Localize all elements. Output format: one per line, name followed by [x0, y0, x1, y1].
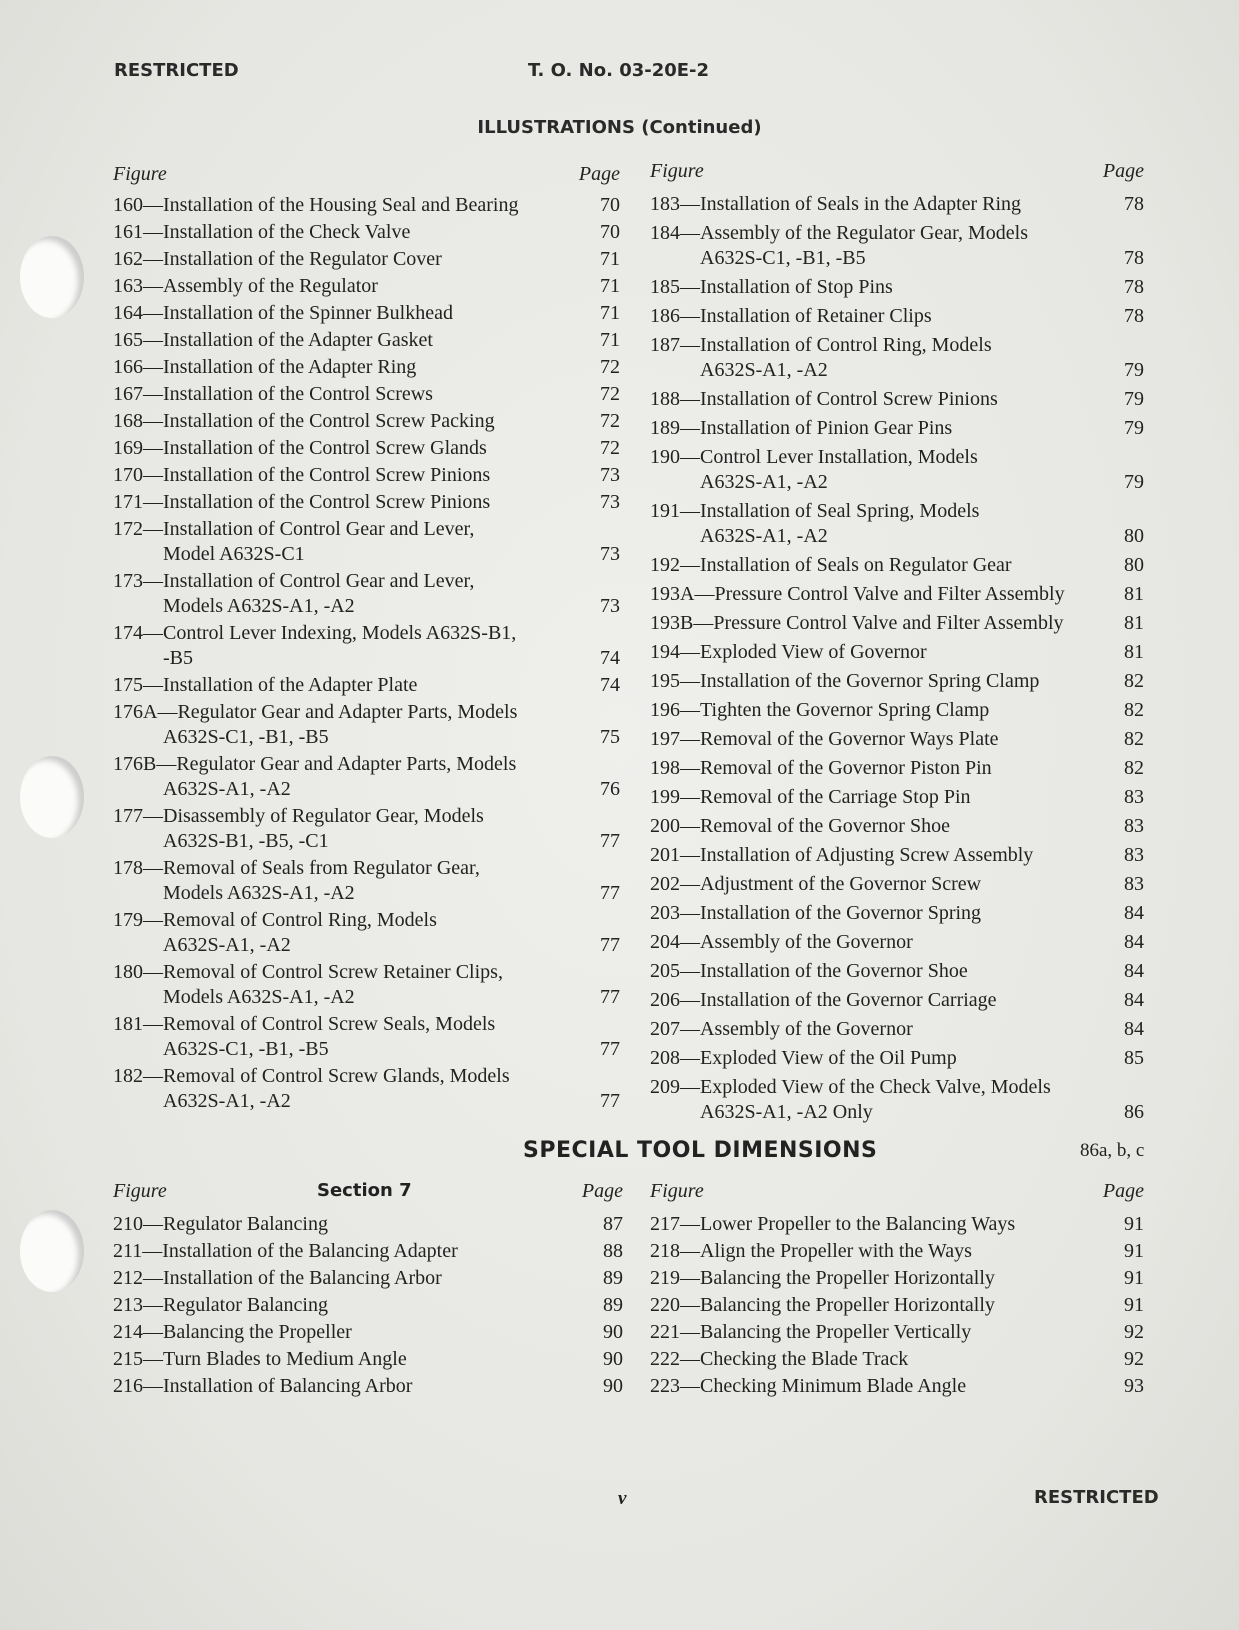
list-item — [113, 804, 620, 854]
page-number: 90 — [603, 1375, 623, 1397]
page-number: 78 — [1124, 247, 1144, 269]
page-column-label: Page — [1102, 160, 1144, 182]
page-number: 79 — [1124, 471, 1144, 493]
figure-title: 194—Exploded View of Governor — [650, 641, 927, 663]
list-item — [113, 752, 620, 802]
header-document-number: T. O. No. 03-20E-2 — [528, 60, 710, 81]
page-number: 86 — [1124, 1101, 1144, 1123]
list-item — [113, 409, 620, 434]
page-number: 77 — [600, 882, 620, 904]
figure-title-continuation: A632S-C1, -B1, -B5 — [700, 247, 866, 269]
page-number: 82 — [1124, 757, 1144, 779]
figure-title: 175—Installation of the Adapter Plate — [113, 674, 418, 696]
figure-column-label: Figure — [650, 160, 704, 182]
page-number: 85 — [1124, 1047, 1144, 1069]
page-number: 84 — [1124, 989, 1144, 1011]
figure-title: 186—Installation of Retainer Clips — [650, 305, 932, 327]
figure-title: 164—Installation of the Spinner Bulkhead — [113, 302, 453, 324]
page-number: 72 — [600, 410, 620, 432]
page-number: 92 — [1124, 1321, 1144, 1343]
list-item — [650, 611, 1144, 636]
figure-title: 179—Removal of Control Ring, Models — [113, 909, 437, 931]
list-item — [650, 333, 1144, 383]
figure-title: 211—Installation of the Balancing Adapter — [113, 1240, 458, 1262]
figure-title: 168—Installation of the Control Screw Packing — [113, 410, 495, 432]
list-item — [650, 192, 1144, 217]
list-item — [113, 220, 620, 245]
figure-title: 174—Control Lever Indexing, Models A632S-B1, — [113, 622, 517, 644]
list-item — [650, 1239, 1144, 1264]
list-item — [650, 387, 1144, 412]
list-item — [650, 1320, 1144, 1345]
list-item — [113, 517, 620, 567]
figure-column-label: Figure — [113, 1180, 167, 1202]
figure-title: 190—Control Lever Installation, Models — [650, 446, 978, 468]
figure-title: 193A—Pressure Control Valve and Filter Assembly — [650, 583, 1065, 605]
figure-title-continuation: A632S-A1, -A2 — [700, 525, 828, 547]
special-tools-right-column — [650, 1180, 1144, 1401]
page-number: 72 — [600, 437, 620, 459]
list-item — [650, 756, 1144, 781]
page-number: 84 — [1124, 931, 1144, 953]
list-item — [113, 247, 620, 272]
figure-title: 214—Balancing the Propeller — [113, 1321, 352, 1343]
page-number: 71 — [600, 329, 620, 351]
figure-title-continuation: A632S-A1, -A2 — [700, 359, 828, 381]
figure-title: 208—Exploded View of the Oil Pump — [650, 1047, 957, 1069]
list-item — [650, 698, 1144, 723]
special-tools-left-column — [113, 1180, 623, 1401]
page-number: 80 — [1124, 554, 1144, 576]
figure-title: 185—Installation of Stop Pins — [650, 276, 893, 298]
figure-title: 180—Removal of Control Screw Retainer Clips, — [113, 961, 503, 983]
figure-title: 199—Removal of the Carriage Stop Pin — [650, 786, 971, 808]
page-number: 91 — [1124, 1240, 1144, 1262]
page-number: 79 — [1124, 417, 1144, 439]
list-item — [113, 1374, 623, 1399]
list-item — [113, 355, 620, 380]
list-item — [113, 1212, 623, 1237]
page-number: 71 — [600, 248, 620, 270]
figure-title: 183—Installation of Seals in the Adapter Ring — [650, 193, 1022, 215]
page-number: 74 — [600, 674, 620, 696]
list-item — [650, 727, 1144, 752]
list-item — [113, 1347, 623, 1372]
list-item — [113, 908, 620, 958]
page-number: 91 — [1124, 1267, 1144, 1289]
figure-title: 207—Assembly of the Governor — [650, 1018, 913, 1040]
page-number: 73 — [600, 543, 620, 565]
page-number: 90 — [603, 1348, 623, 1370]
page-number: 77 — [600, 1038, 620, 1060]
list-item — [650, 499, 1144, 549]
page-number: 84 — [1124, 960, 1144, 982]
list-item — [113, 274, 620, 299]
list-item — [650, 304, 1144, 329]
list-item — [650, 872, 1144, 897]
list-item — [650, 416, 1144, 441]
list-item — [113, 490, 620, 515]
figure-title: 162—Installation of the Regulator Cover — [113, 248, 442, 270]
illustrations-left-column — [113, 163, 620, 1116]
figure-title: 166—Installation of the Adapter Ring — [113, 356, 417, 378]
page-number: 82 — [1124, 728, 1144, 750]
punch-hole — [20, 1210, 84, 1292]
figure-title: 201—Installation of Adjusting Screw Assembly — [650, 844, 1034, 866]
figure-title: 189—Installation of Pinion Gear Pins — [650, 417, 953, 439]
figure-title: 167—Installation of the Control Screws — [113, 383, 433, 405]
section-title-illustrations: ILLUSTRATIONS (Continued) — [477, 117, 762, 138]
list-item — [113, 1064, 620, 1114]
figure-title: 192—Installation of Seals on Regulator Gear — [650, 554, 1012, 576]
figure-title: 171—Installation of the Control Screw Pinions — [113, 491, 491, 513]
list-item — [113, 463, 620, 488]
page-number: 75 — [600, 726, 620, 748]
figure-title: 178—Removal of Seals from Regulator Gear, — [113, 857, 480, 879]
page-number: 81 — [1124, 641, 1144, 663]
figure-title: 196—Tighten the Governor Spring Clamp — [650, 699, 990, 721]
page-number: 88 — [603, 1240, 623, 1262]
figure-title: 202—Adjustment of the Governor Screw — [650, 873, 982, 895]
figure-title: 204—Assembly of the Governor — [650, 931, 913, 953]
page-number: 87 — [603, 1213, 623, 1235]
figure-title: 218—Align the Propeller with the Ways — [650, 1240, 972, 1262]
page-number: 77 — [600, 830, 620, 852]
figure-title: 221—Balancing the Propeller Vertically — [650, 1321, 972, 1343]
figure-title: 172—Installation of Control Gear and Lever, — [113, 518, 475, 540]
figure-title-continuation: A632S-A1, -A2 — [700, 471, 828, 493]
figure-title: 195—Installation of the Governor Spring Clamp — [650, 670, 1040, 692]
figure-title: 220—Balancing the Propeller Horizontally — [650, 1294, 995, 1316]
list-item — [113, 1293, 623, 1318]
figure-title: 181—Removal of Control Screw Seals, Models — [113, 1013, 496, 1035]
figure-title: 165—Installation of the Adapter Gasket — [113, 329, 433, 351]
list-item — [650, 275, 1144, 300]
page-number: 83 — [1124, 786, 1144, 808]
list-item — [650, 930, 1144, 955]
figure-title: 173—Installation of Control Gear and Lever, — [113, 570, 475, 592]
figure-title: 198—Removal of the Governor Piston Pin — [650, 757, 992, 779]
page-number: 82 — [1124, 670, 1144, 692]
page-number: 83 — [1124, 815, 1144, 837]
figure-title: 182—Removal of Control Screw Glands, Models — [113, 1065, 510, 1087]
figure-title: 176B—Regulator Gear and Adapter Parts, Models — [113, 753, 517, 775]
figure-title: 216—Installation of Balancing Arbor — [113, 1375, 413, 1397]
column-header — [650, 1180, 1144, 1206]
page-column-label: Page — [578, 163, 620, 185]
page-number: 93 — [1124, 1375, 1144, 1397]
page-number: 73 — [600, 491, 620, 513]
page-number: 72 — [600, 383, 620, 405]
list-item — [113, 569, 620, 619]
page-number: 92 — [1124, 1348, 1144, 1370]
page-number: 73 — [600, 464, 620, 486]
list-item — [650, 1075, 1144, 1125]
page-number: 81 — [1124, 612, 1144, 634]
figure-title-continuation: Models A632S-A1, -A2 — [163, 986, 355, 1008]
figure-title: 191—Installation of Seal Spring, Models — [650, 500, 980, 522]
page-number: 84 — [1124, 902, 1144, 924]
page-number: 91 — [1124, 1294, 1144, 1316]
figure-title: 193B—Pressure Control Valve and Filter Assembly — [650, 612, 1064, 634]
page-number: 90 — [603, 1321, 623, 1343]
list-item — [113, 328, 620, 353]
list-item — [113, 1266, 623, 1291]
figure-title: 163—Assembly of the Regulator — [113, 275, 378, 297]
page-column-label: Page — [581, 1180, 623, 1202]
figure-column-label: Figure — [113, 163, 167, 185]
page-number: 84 — [1124, 1018, 1144, 1040]
list-item — [650, 445, 1144, 495]
figure-title-continuation: Models A632S-A1, -A2 — [163, 595, 355, 617]
page-number: 83 — [1124, 873, 1144, 895]
list-item — [650, 640, 1144, 665]
list-item — [650, 582, 1144, 607]
figure-title-continuation: A632S-B1, -B5, -C1 — [163, 830, 329, 852]
page-folio: v — [618, 1488, 627, 1509]
page-number: 78 — [1124, 193, 1144, 215]
list-item — [113, 382, 620, 407]
list-item — [113, 1320, 623, 1345]
page-number: 89 — [603, 1267, 623, 1289]
figure-title: 200—Removal of the Governor Shoe — [650, 815, 950, 837]
illustrations-right-column — [650, 160, 1144, 1129]
column-header — [113, 1180, 623, 1206]
page-number: 74 — [600, 647, 620, 669]
figure-column-label: Figure — [650, 1180, 704, 1202]
figure-title-continuation: -B5 — [163, 647, 193, 669]
page-number: 78 — [1124, 305, 1144, 327]
figure-title: 197—Removal of the Governor Ways Plate — [650, 728, 999, 750]
list-item — [650, 1266, 1144, 1291]
list-item — [650, 1017, 1144, 1042]
list-item — [650, 1046, 1144, 1071]
list-item — [113, 960, 620, 1010]
special-tools-page-ref: 86a, b, c — [1080, 1140, 1145, 1161]
list-item — [650, 221, 1144, 271]
list-item — [650, 959, 1144, 984]
page-number: 72 — [600, 356, 620, 378]
list-item — [650, 785, 1144, 810]
figure-title: 203—Installation of the Governor Spring — [650, 902, 982, 924]
list-item — [650, 1374, 1144, 1399]
footer-classification: RESTRICTED — [1034, 1487, 1159, 1508]
figure-title-continuation: Model A632S-C1 — [163, 543, 305, 565]
list-item — [650, 1212, 1144, 1237]
list-item — [113, 193, 620, 218]
page-number: 70 — [600, 194, 620, 216]
page-number: 79 — [1124, 359, 1144, 381]
list-item — [113, 436, 620, 461]
figure-title: 210—Regulator Balancing — [113, 1213, 328, 1235]
figure-title: 217—Lower Propeller to the Balancing Ways — [650, 1213, 1016, 1235]
list-item — [650, 1347, 1144, 1372]
page-number: 71 — [600, 275, 620, 297]
page-column-label: Page — [1102, 1180, 1144, 1202]
figure-title: 170—Installation of the Control Screw Pinions — [113, 464, 491, 486]
figure-title: 213—Regulator Balancing — [113, 1294, 328, 1316]
page-number: 77 — [600, 1090, 620, 1112]
list-item — [113, 301, 620, 326]
list-item — [650, 814, 1144, 839]
page-number: 77 — [600, 986, 620, 1008]
header-classification: RESTRICTED — [114, 60, 239, 81]
figure-title: 206—Installation of the Governor Carriage — [650, 989, 997, 1011]
section-label: Section 7 — [317, 1180, 412, 1201]
figure-title: 209—Exploded View of the Check Valve, Models — [650, 1076, 1051, 1098]
page-number: 73 — [600, 595, 620, 617]
figure-title: 219—Balancing the Propeller Horizontally — [650, 1267, 995, 1289]
page-number: 79 — [1124, 388, 1144, 410]
figure-title: 215—Turn Blades to Medium Angle — [113, 1348, 407, 1370]
page-number: 91 — [1124, 1213, 1144, 1235]
list-item — [650, 553, 1144, 578]
list-item — [113, 1239, 623, 1264]
list-item — [650, 901, 1144, 926]
page-number: 70 — [600, 221, 620, 243]
punch-hole — [20, 756, 84, 838]
page-number: 81 — [1124, 583, 1144, 605]
figure-title-continuation: A632S-C1, -B1, -B5 — [163, 1038, 329, 1060]
figure-title-continuation: A632S-A1, -A2 — [163, 934, 291, 956]
page-number: 76 — [600, 778, 620, 800]
figure-title: 160—Installation of the Housing Seal and Bearing — [113, 194, 519, 216]
list-item — [113, 856, 620, 906]
page-number: 89 — [603, 1294, 623, 1316]
figure-title-continuation: A632S-A1, -A2 — [163, 1090, 291, 1112]
page-number: 71 — [600, 302, 620, 324]
list-item — [650, 843, 1144, 868]
list-item — [113, 621, 620, 671]
list-item — [113, 700, 620, 750]
page-number: 77 — [600, 934, 620, 956]
figure-title: 169—Installation of the Control Screw Glands — [113, 437, 487, 459]
figure-title: 161—Installation of the Check Valve — [113, 221, 411, 243]
figure-title-continuation: A632S-A1, -A2 — [163, 778, 291, 800]
figure-title-continuation: Models A632S-A1, -A2 — [163, 882, 355, 904]
figure-title-continuation: A632S-C1, -B1, -B5 — [163, 726, 329, 748]
list-item — [113, 1012, 620, 1062]
figure-title: 188—Installation of Control Screw Pinions — [650, 388, 998, 410]
list-item — [650, 669, 1144, 694]
page-number: 78 — [1124, 276, 1144, 298]
column-header — [113, 163, 620, 189]
column-header — [650, 160, 1144, 186]
page-number: 80 — [1124, 525, 1144, 547]
list-item — [650, 1293, 1144, 1318]
page-number: 83 — [1124, 844, 1144, 866]
figure-title: 176A—Regulator Gear and Adapter Parts, Models — [113, 701, 518, 723]
list-item — [650, 988, 1144, 1013]
figure-title: 212—Installation of the Balancing Arbor — [113, 1267, 442, 1289]
figure-title: 205—Installation of the Governor Shoe — [650, 960, 968, 982]
punch-hole — [20, 236, 84, 318]
figure-title: 184—Assembly of the Regulator Gear, Models — [650, 222, 1029, 244]
figure-title: 222—Checking the Blade Track — [650, 1348, 909, 1370]
figure-title: 177—Disassembly of Regulator Gear, Models — [113, 805, 484, 827]
list-item — [113, 673, 620, 698]
figure-title: 223—Checking Minimum Blade Angle — [650, 1375, 967, 1397]
figure-title: 187—Installation of Control Ring, Models — [650, 334, 992, 356]
section-title-special-tool-dimensions: SPECIAL TOOL DIMENSIONS — [523, 1138, 878, 1163]
figure-title-continuation: A632S-A1, -A2 Only — [700, 1101, 873, 1123]
page-number: 82 — [1124, 699, 1144, 721]
